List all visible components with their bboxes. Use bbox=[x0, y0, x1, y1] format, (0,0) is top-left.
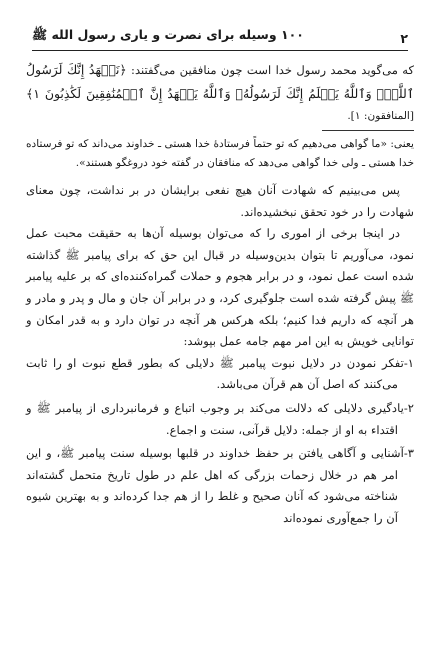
list-item-2: ٢-یادگیری دلایلی که دلالت می‌کند بر وجوب اتباع و فرمانبرداری از پیامبر ﷺ و اقتداء به او از جمله: دلایل قرآنی، سنت و اجماع. bbox=[26, 400, 414, 437]
intro-paragraph bbox=[26, 58, 414, 128]
list-item-1: ١-تفکر نمودن در دلایل نبوت پیامبر ﷺ دلایلی که بطور قطع نبوت او را ثابت می‌کنند که اصل آن هم قرآن می‌باشد. bbox=[26, 355, 414, 392]
footnote-separator bbox=[322, 130, 414, 131]
page-body bbox=[26, 58, 414, 529]
quran-verse: ﴿نَشۡهَدُ إِنَّكَ لَرَسُولُ ٱللَّهِۗ وَٱللَّهُ يَعۡلَمُ إِنَّكَ لَرَسُولُهُۥ وَٱللَّهُ يَشۡهَدُ إِنَّ ٱلۡمُنَٰفِقِينَ لَكَٰذِبُونَ ١﴾ bbox=[26, 62, 414, 101]
intro-text: که می‌گوید محمد رسول خدا است چون منافقین می‌گفتند: bbox=[131, 63, 415, 77]
header-rule bbox=[32, 50, 408, 51]
paragraph-2: در اینجا برخی از اموری را که می‌توان بوسیله آن‌ها به حقیقت محبت عمل نمود، می‌آوریم تا بتوان بدین‌وسیله در قبال این حق که برای پیامبر ﷺ گذاشته شده است عمل نمود، و در برابر هجوم و حملات گمراه‌کننده‌ای که بر علیه پیامبر ﷺ پیش گرفته شده است جلوگیری کرد، و در برابر آن جان و مال و پدر و مادر و هر آنچه که داریم فدا کنیم؛ بلکه هرکس هر آنچه در توان دارد و به قدر امکان و توانایی خویش به این امر مهم جامه عمل بپوشد: bbox=[26, 226, 414, 349]
quran-reference: [المنافقون: ١]. bbox=[347, 110, 414, 123]
running-title: ١٠٠ وسیله برای نصرت و یاری رسول الله ﷺ bbox=[32, 27, 304, 42]
page-number: ٢ bbox=[400, 31, 408, 46]
translation-paragraph: یعنی: «ما گواهی می‌دهیم که تو حتماً فرستادۀ خدا هستی ـ خداوند می‌داند که تو فرستاده خدا هستی ـ ولی خدا گواهی می‌دهد که منافقان در گفته خود دروغگو هستند». bbox=[26, 137, 414, 170]
list-item-3: ٣-آشنایی و آگاهی یافتن بر حفظ خداوند در قلبها بوسیله سنت پیامبر ﷺ، و این امر هم در خلال زحمات بزرگی که اهل علم در طول تاریخ متحمل گشته‌اند شناخته می‌شود که آنان صحیح و غلط را از هم جدا کرده‌اند و به بهترین شیوه آن را جمع‌آوری نموده‌اند bbox=[26, 446, 414, 525]
paragraph-1: پس می‌بینیم که شهادت آنان هیچ نفعی برایشان در بر نداشت، چون معنای شهادت را در خود تحقق نبخشیده‌اند. bbox=[26, 182, 414, 219]
page-header bbox=[32, 26, 408, 46]
